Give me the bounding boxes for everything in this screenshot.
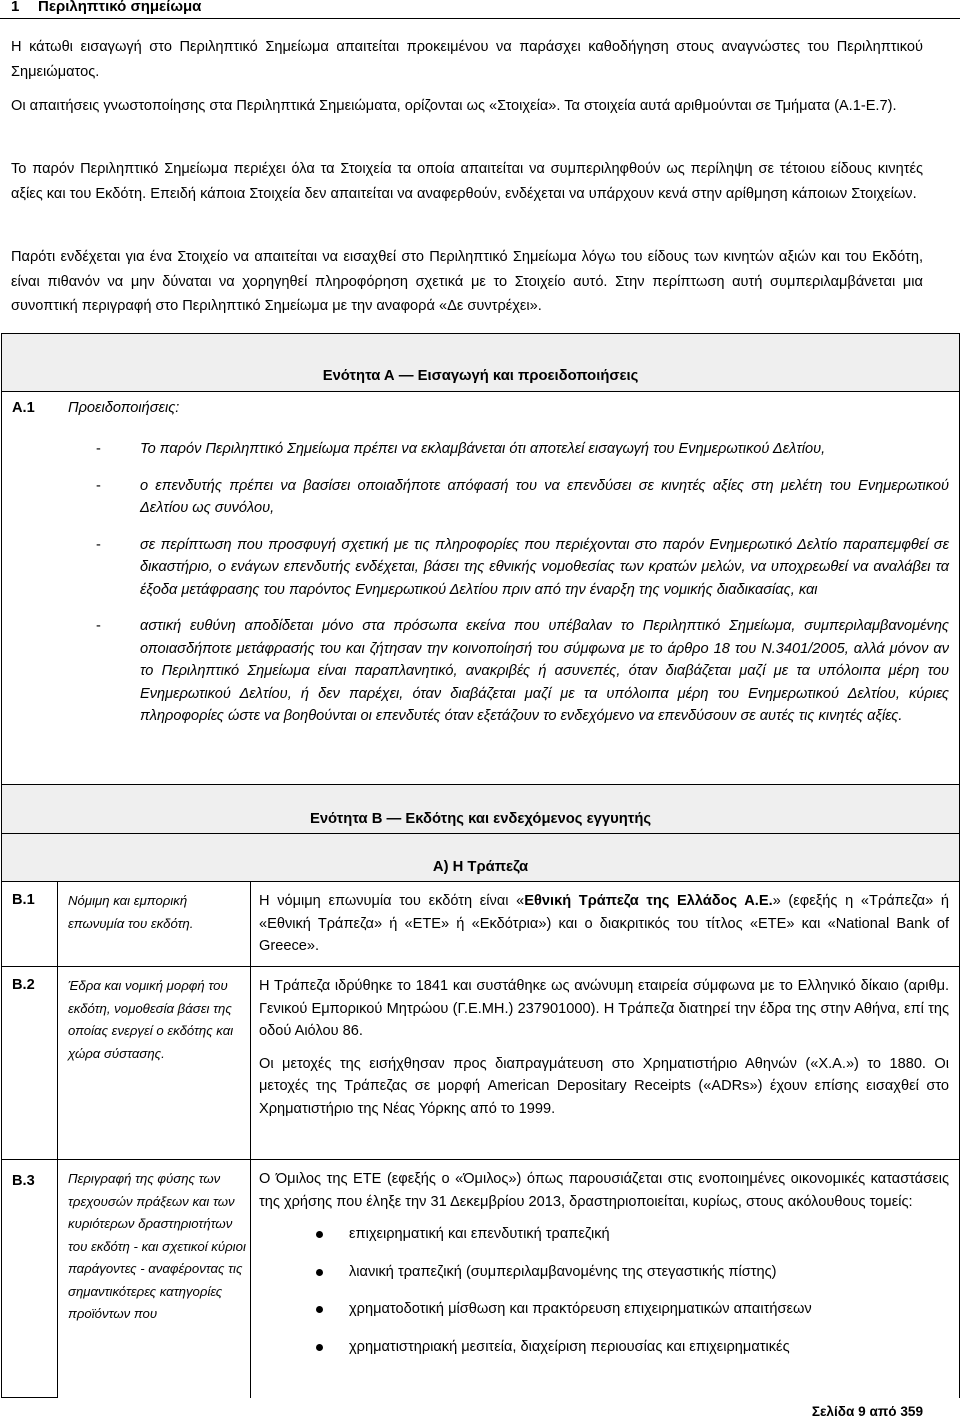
intro-paragraph: Οι απαιτήσεις γνωστοποίησης στα Περιληπτικά Σημειώματα, ορίζονται ως «Στοιχεία». Τα στοιχεία αυτά αριθμούνται σε Τμήματα (Α.1-Ε.7).: [11, 98, 897, 114]
element-row-b3: [2, 1160, 960, 1398]
warning-item: - αστική ευθύνη αποδίδεται μόνο στα πρόσωπα εκείνα που υπέβαλαν το Περιληπτικό Σημείωμα, συμπεριλαμβανομένης οποιασδήποτε μετάφρασής του και ζήτησαν την κοινοποίησή του σύμφωνα με το άρθρο 18 του Ν.3401/2005, αλλά μόνον αν το Περιληπτικό Σημείωμα είναι παραπλανητικό, ανακριβές ή ασυνεπές, όταν διαβάζεται μαζί με τα υπόλοιπα μέρη του Ενημερωτικού Δελτίου, ή δεν παρέχει, όταν διαβάζεται μαζί με τα υπόλοιπα μέρη του Ενημερωτικού Δελτίου, κύριες πληροφορίες ώστε να βοηθούνται οι επενδυτές όταν εξετάζουν το ενδεχόμενο να επενδύσουν σε αυτές τις κινητές αξίες.: [96, 618, 950, 724]
list-item: χρηματιστηριακή μεσιτεία, διαχείριση περιουσίας και επιχειρηματικές: [259, 1336, 949, 1359]
element-row-b2: [2, 967, 960, 1160]
section-a-header-row: [2, 334, 960, 392]
issuer-name: Εθνική Τράπεζα της Ελλάδος Α.Ε.: [524, 893, 773, 909]
section-a-row: [2, 392, 960, 785]
element-label: Νόμιμη και εμπορική επωνυμία του εκδότη.: [58, 882, 251, 967]
element-code: Α.1: [12, 400, 35, 416]
heading-title: Περιληπτικό σημείωμα: [38, 0, 202, 15]
warnings-label: Προειδοποιήσεις:: [68, 400, 180, 416]
element-label: Περιγραφή της φύσης των τρεχουσών πράξεων και των κυριότερων δραστηριοτήτων του εκδότη - και σχετικοί κύριοι παράγοντες - αναφέροντας τις σημαντικότερες κατηγορίες προϊόντων που: [58, 1160, 251, 1398]
element-label: Έδρα και νομική μορφή του εκδότη, νομοθεσία βάσει της οποίας ενεργεί ο εκδότης και χώρα σύστασης.: [58, 967, 251, 1160]
bullet-icon: [316, 1269, 323, 1276]
section-a-title: Ενότητα Α — Εισαγωγή και προειδοποιήσεις: [2, 334, 960, 392]
element-content: Ο Όμιλος της ΕΤΕ (εφεξής ο «Όμιλος») όπως παρουσιάζεται στις ενοποιημένες οικονομικές καταστάσεις της χρήσης που έληξε την 31 Δεκεμβρίου 2013, δραστηριοποιείται, κυρίως, στους ακόλουθους τομείς: επιχειρηματική και επενδυτική τραπεζική λιανική τραπεζική (συμπεριλαμβανομένης της στεγαστικής πίστης) χρηματοδοτική μίσθωση και πρακτόρευση επιχειρηματικών απαιτήσεων χρηματιστηριακή μεσιτεία, διαχείριση περιουσίας και επιχειρηματικές: [251, 1160, 960, 1398]
list-item: χρηματοδοτική μίσθωση και πρακτόρευση επιχειρηματικών απαιτήσεων: [259, 1298, 949, 1321]
list-item: επιχειρηματική και επενδυτική τραπεζική: [259, 1223, 949, 1246]
section-b-subtitle: Α) Η Τράπεζα: [2, 834, 960, 882]
intro-paragraph: Παρότι ενδέχεται για ένα Στοιχείο να απαιτείται να εισαχθεί στο Περιληπτικό Σημείωμα λόγω του είδους των κινητών αξιών και του Εκδότη, είναι πιθανόν να μην δύναται να χορηγηθεί πληροφόρηση σχετικά με το Στοιχείο αυτό. Στην περίπτωση αυτή συμπεριλαμβάνεται μια συνοπτική περιγραφή στο Περιληπτικό Σημείωμα με την αναφορά «Δε συντρέχει».: [11, 249, 923, 314]
section-b-title: Ενότητα Β — Εκδότης και ενδεχόμενος εγγυητής: [2, 785, 960, 834]
element-code: Β.3: [2, 1160, 58, 1398]
heading-number: 1: [11, 0, 20, 15]
warning-item: - ο επενδυτής πρέπει να βασίσει οποιαδήποτε απόφασή του να επενδύσει σε κινητές αξίες στη μελέτη του Ενημερωτικού Δελτίου ως συνόλου,: [96, 477, 950, 516]
element-code: Β.2: [2, 967, 58, 1160]
section-b-header-row: [2, 785, 960, 834]
intro-paragraph: Το παρόν Περιληπτικό Σημείωμα περιέχει όλα τα Στοιχεία τα οποία απαιτείται να συμπεριληφθούν ως περίληψη σε τέτοιου είδους κινητές αξίες και του Εκδότη. Επειδή κάποια Στοιχεία δεν απαιτείται να αναφερθούν, ενδέχεται να υπάρχουν κενά στην αρίθμηση κάποιων Στοιχείων.: [11, 161, 923, 202]
section-b-subheader-row: [2, 834, 960, 882]
list-item: λιανική τραπεζική (συμπεριλαμβανομένης της στεγαστικής πίστης): [259, 1261, 949, 1284]
bullet-icon: [316, 1344, 323, 1351]
element-row-b1: [2, 882, 960, 967]
heading-rule: [0, 18, 960, 19]
warning-item: - σε περίπτωση που προσφυγή σχετική με τις πληροφορίες που περιέχονται στο παρόν Ενημερωτικό Δελτίο παραπεμφθεί σε δικαστήριο, ο ενάγων επενδυτής ενδέχεται, βάσει της εθνικής νομοθεσίας των κρατών μελών, να υποχρεωθεί να αναλάβει τα έξοδα μετάφρασης του παρόντος Ενημερωτικού Δελτίου πριν από την έναρξη της νομικής διαδικασίας, και: [96, 536, 950, 598]
element-code: Β.1: [2, 882, 58, 967]
warnings-list: [96, 438, 949, 728]
activity-list: [259, 1223, 949, 1358]
bullet-icon: [316, 1231, 323, 1238]
warning-item: - Το παρόν Περιληπτικό Σημείωμα πρέπει να εκλαμβάνεται ότι αποτελεί εισαγωγή του Ενημερωτικού Δελτίου,: [96, 441, 826, 457]
bullet-icon: [316, 1306, 323, 1313]
element-content: Η Τράπεζα ιδρύθηκε το 1841 και συστάθηκε ως ανώνυμη εταιρεία σύμφωνα με το Ελληνικό δίκαιο (αριθμ. Γενικού Εμπορικού Μητρώου (Γ.Ε.ΜΗ.) 237901000). Η Τράπεζα διατηρεί την έδρα της στην Αθήνα, επί της οδού Αιόλου 86. Οι μετοχές της εισήχθησαν προς διαπραγμάτευση στο Χρηματιστήριο Αθηνών («Χ.Α.») το 1880. Οι μετοχές της Τράπεζας σε μορφή American Depositary Receipts («ADRs») έχουν επίσης εισαχθεί στο Χρηματιστήριο της Νέας Υόρκης από το 1999.: [251, 967, 960, 1160]
element-content: Η νόμιμη επωνυμία του εκδότη είναι «Εθνική Τράπεζα της Ελλάδος Α.Ε.» (εφεξής η «Τράπεζα» ή «Εθνική Τράπεζα» ή «ΕΤΕ» ή «Εκδότρια») και ο διακριτικός του τίτλος «ΕΤΕ» και «National Bank of Greece».: [251, 882, 960, 967]
intro-paragraph: Η κάτωθι εισαγωγή στο Περιληπτικό Σημείωμα απαιτείται προκειμένου να παράσχει καθοδήγηση στους αναγνώστες του Περιληπτικού Σημειώματος.: [11, 39, 923, 80]
summary-table: [1, 333, 960, 1398]
page-number: Σελίδα 9 από 359: [811, 1404, 923, 1419]
section-heading: [0, 0, 960, 20]
